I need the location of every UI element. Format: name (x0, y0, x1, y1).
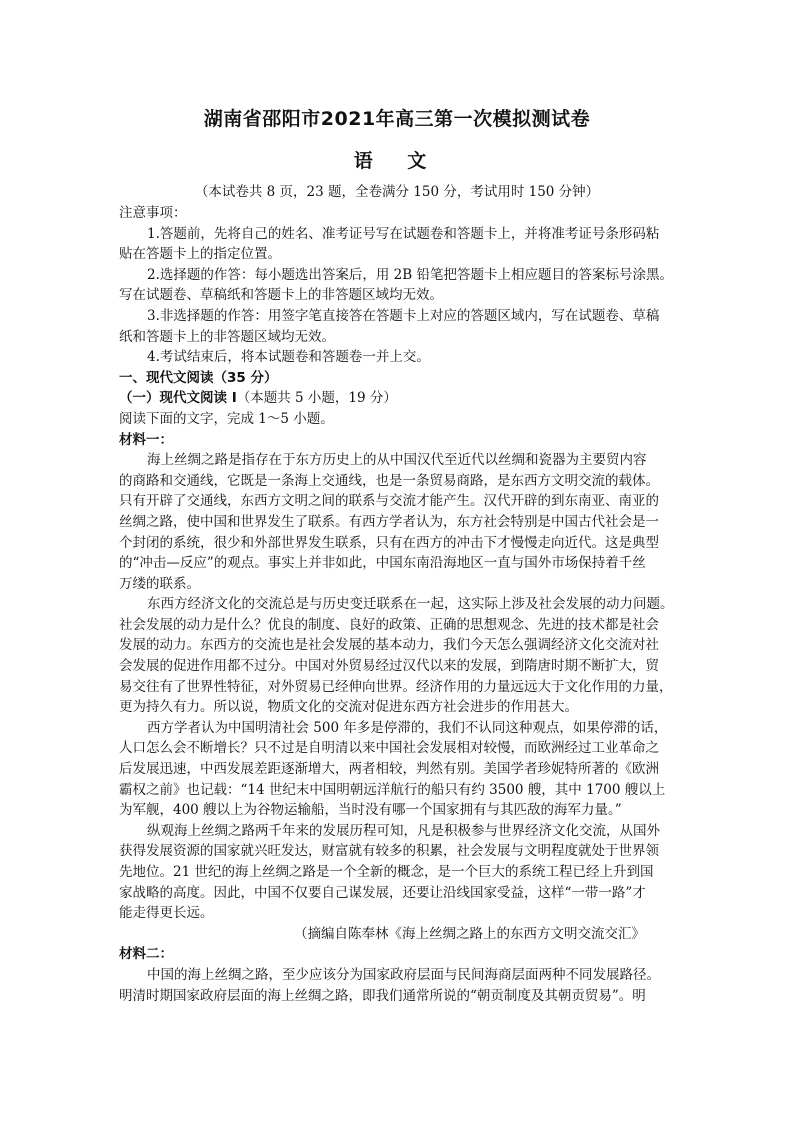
notice-line: 4.考试结束后，将本试题卷和答题卷一并上交。 (147, 349, 430, 366)
paragraph-line: 先地位。21 世纪的海上丝绸之路是一个全新的概念，是一个巨大的系统工程已经上升到国 (119, 864, 654, 880)
notice-line: 2.选择题的作答：每小题选出答案后，用 2B 铅笔把答题卡上相应题目的答案标号涂黑。 (147, 266, 673, 283)
paragraph-line: 个封闭的系统，很少和外部世界发生联系，只有在西方的冲击下才慢慢走向近代。这是典型 (119, 534, 659, 551)
paragraph-line: 明清时期国家政府层面的海上丝绸之路，即我们通常所说的“朝贡制度及其朝贡贸易”。明 (119, 987, 646, 1004)
paragraph-line: 纵观海上丝绸之路两千年来的发展历程可知，凡是积极参与世界经济文化交流，从国外 (147, 822, 660, 839)
paragraph-line: 万缕的联系。 (119, 575, 200, 592)
notice-line: 纸和答题卡上的非答题区域均无效。 (119, 328, 335, 345)
material-two-label: 材料二： (119, 946, 173, 963)
notice-line: 贴在答题卡上的指定位置。 (119, 246, 281, 263)
paragraph-line: 西方学者认为中国明清社会 500 年多是停滞的，我们不认同这种观点，如果停滞的话， (147, 719, 668, 736)
paragraph-line: 能走得更长远。 (119, 905, 214, 922)
notice-line: 1.答题前，先将自己的姓名、准考证号写在试题卷和答题卡上，并将准考证号条形码粘 (147, 225, 660, 242)
paragraph-line: 中国的海上丝绸之路，至少应该分为国家政府层面与民间海商层面两种不同发展路径。 (147, 966, 660, 983)
paragraph-line: 会发展的促进作用都不过分。中国对外贸易经过汉代以来的发展，到隋唐时期不断扩大，贸 (119, 658, 659, 675)
notice-line: 3.非选择题的作答：用签字笔直接答在答题卡上对应的答题区域内，写在试题卷、草稿 (147, 307, 660, 324)
paragraph-line: 人口怎么会不断增长？只不过是自明清以来中国社会发展相对较慢，而欧洲经过工业革命之 (119, 740, 659, 757)
paragraph-line: 霸权之前》也记载：“14 世纪末中国明朝远洋航行的船只有约 3500 艘，其中 1700 艘以上 (119, 781, 666, 798)
paragraph-line: 只有开辟了交通线，东西方文明之间的联系与交流才能产生。汉代开辟的到东南亚、南亚的 (119, 493, 659, 510)
paragraph-line: 的商路和交通线，它既是一条海上交通线，也是一条贸易商路，是东西方文明交流的载体。 (119, 472, 659, 489)
material-one-label: 材料一： (119, 431, 173, 448)
sub-section-info: （本题共 5 小题，19 分） (236, 390, 397, 407)
notice-heading: 注意事项： (119, 205, 187, 221)
sub-section-heading (119, 388, 679, 409)
paragraph-line: 东西方经济文化的交流总是与历史变迁联系在一起，这实际上涉及社会发展的动力问题。 (147, 596, 674, 613)
notice-section (119, 203, 679, 1006)
paragraph-line: 社会发展的动力是什么？优良的制度、良好的政策、正确的思想观念、先进的技术都是社会 (119, 616, 659, 633)
sub-section-label: （一）现代文阅读 I (119, 390, 237, 407)
paragraph-line: 海上丝绸之路是指存在于东方历史上的从中国汉代至近代以丝绸和瓷器为主要贸内容 (147, 452, 647, 469)
subject-title: 语 文 (353, 150, 441, 172)
paragraph-line: 后发展迅速，中西发展差距逐渐增大，两者相较，判然有别。美国学者珍妮特所著的《欧洲 (119, 761, 659, 778)
section-heading: 一、现代文阅读（35 分） (119, 369, 278, 386)
reading-instruction: 阅读下面的文字，完成 1～5 小题。 (119, 410, 334, 427)
paragraph-line: 更为持久有力。所以说，物质文化的交流对促进东西方社会进步的作用甚大。 (119, 699, 578, 716)
paragraph-line: 为军舰，400 艘以上为谷物运输船，当时没有哪一个国家拥有与其匹敌的海军力量。” (119, 802, 622, 819)
paragraph-line: 获得发展资源的国家就兴旺发达，财富就有较多的积累，社会发展与文明程度就处于世界领 (119, 843, 659, 860)
paragraph-line: 家战略的高度。因此，中国不仅要自己谋发展，还要让沿线国家受益，这样“一带一路”才 (119, 884, 646, 901)
exam-info: （本试卷共 8 页，23 题，全卷满分 150 分，考试用时 150 分钟） (194, 184, 600, 200)
material-one-source: （摘编自陈奉林《海上丝绸之路上的东西方文明交流交汇》 (294, 925, 645, 942)
notice-line: 写在试题卷、草稿纸和答题卡上的非答题区域均无效。 (119, 287, 443, 304)
exam-title: 湖南省邵阳市2021年高三第一次模拟测试卷 (203, 108, 591, 130)
paragraph-line: 发展的动力。东西方的交流也是社会发展的基本动力，我们今天怎么强调经济文化交流对社 (119, 637, 659, 654)
paragraph-line: 易交往有了世界性特征，对外贸易已经伸向世界。经济作用的力量远远大于文化作用的力量， (119, 678, 673, 695)
paragraph-line: 的“冲击—反应”的观点。事实上并非如此，中国东南沿海地区一直与国外市场保持着千丝 (119, 555, 646, 572)
paragraph-line: 丝绸之路，使中国和世界发生了联系。有西方学者认为，东方社会特别是中国古代社会是一 (119, 513, 659, 530)
